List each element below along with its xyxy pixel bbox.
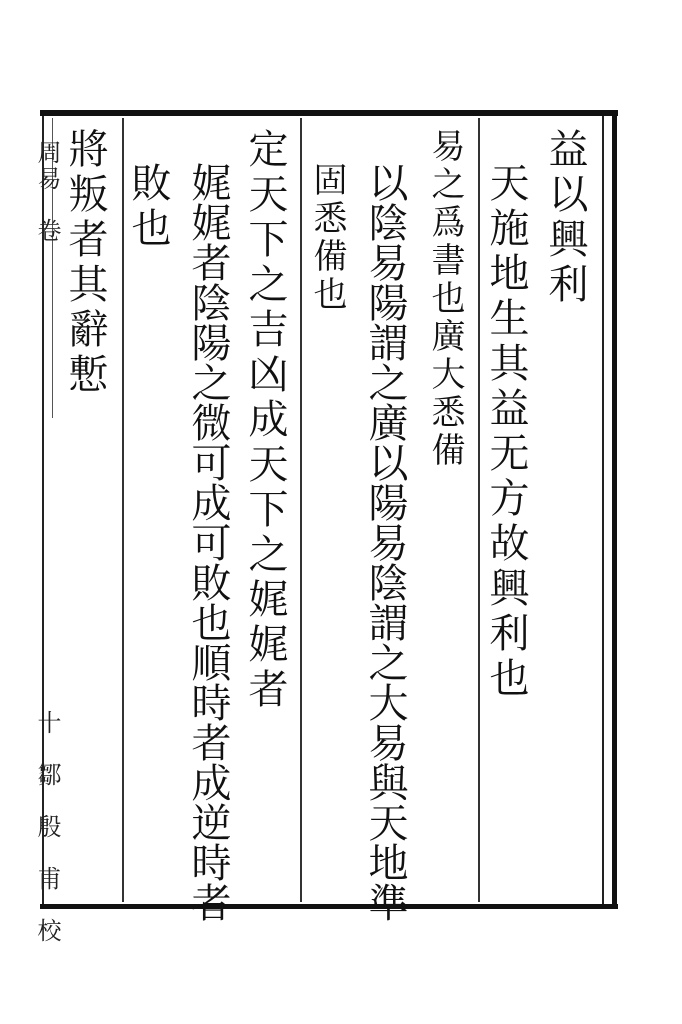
text-column-7: 娓娓者陰陽之微可成可敗也順時者成逆時者 [185,162,231,922]
text-column-5: 固悉備也 [307,162,347,314]
text-column-8: 敗也 [125,162,171,252]
text-column-4: 以陰易陽謂之廣以陽易陰謂之大易與天地準 [362,162,408,922]
right-inner-rule [602,116,604,904]
text-column-2: 天施地生其益无方故興利也 [483,162,529,702]
text-column-1: 益以興利 [542,128,588,308]
text-column-9: 將叛者其辭慙 [62,128,108,398]
column-divider [122,118,124,902]
right-border-rule [612,110,617,909]
text-column-3: 易之爲書也廣大悉備 [425,128,465,470]
fold-margin-credit: 十 鄒 殷 甫 校 [33,710,61,944]
column-divider [478,118,480,902]
top-border-rule [40,110,618,116]
bottom-border-rule [40,904,618,909]
fold-margin-title: 周易 卷 [33,140,61,244]
column-divider [300,118,302,902]
text-column-6: 定天下之吉凶成天下之娓娓者 [242,128,288,713]
